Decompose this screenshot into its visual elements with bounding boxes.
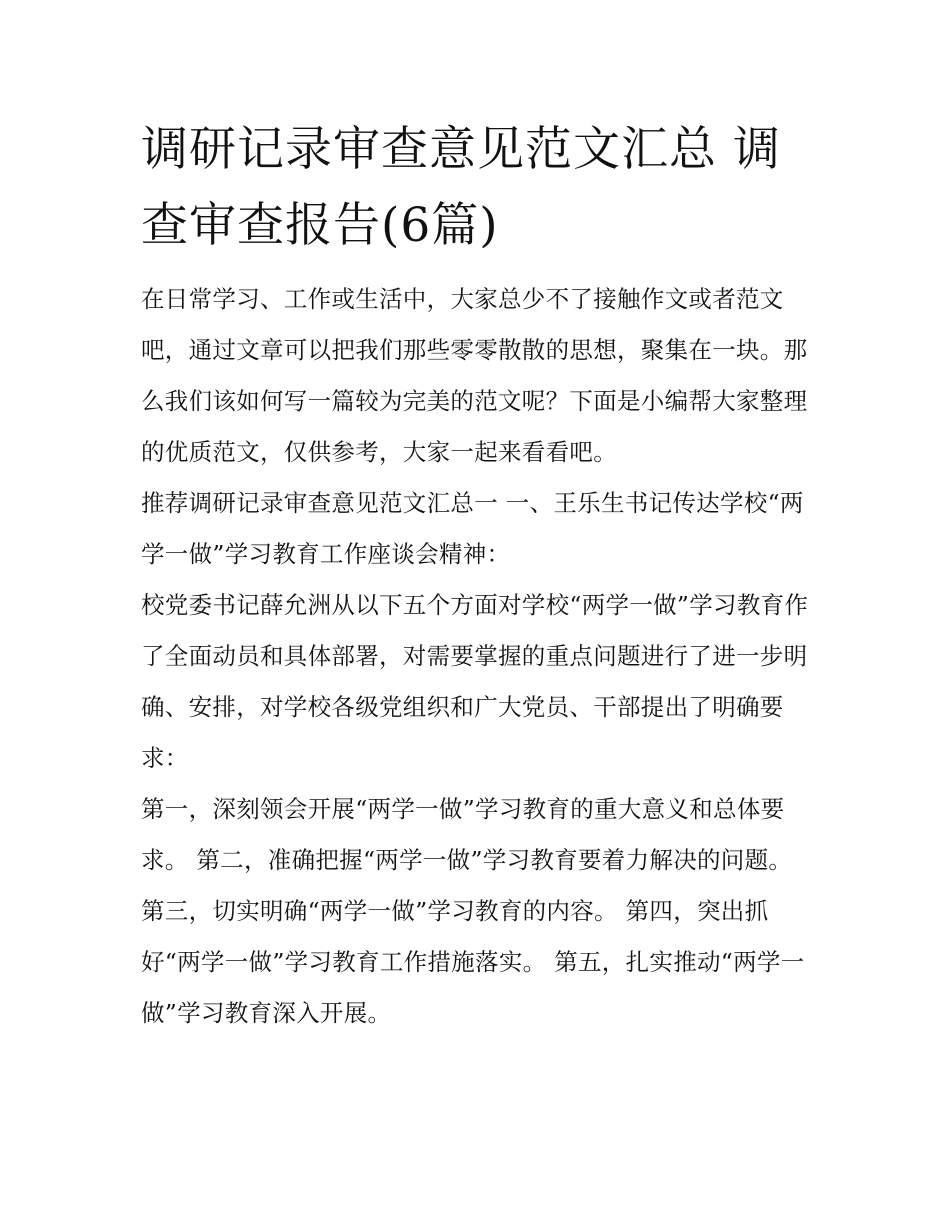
document-title: 调研记录审查意见范文汇总 调查审查报告(6篇)	[141, 122, 781, 253]
paragraph-points-one-two: 第一，深刻领会开展“两学一做”学习教育的重大意义和总体要求。 第二，准确把握“两学一做”学习教育要着力解决的问题。	[141, 795, 793, 874]
paragraph-recommend-heading: 推荐调研记录审查意见范文汇总一 一、王乐生书记传达学校“两学一做”学习教育工作座谈会精神：	[141, 489, 804, 568]
paragraph-secretary-deployment: 校党委书记薛允洲从以下五个方面对学校“两学一做”学习教育作了全面动员和具体部署，对需要掌握的重点问题进行了进一步明确、安排，对学校各级党组织和广大党员、干部提出了明确要求：	[141, 591, 809, 772]
paragraph-intro: 在日常学习、工作或生活中，大家总少不了接触作文或者范文吧，通过文章可以把我们那些零零散散的思想，聚集在一块。那么我们该如何写一篇较为完美的范文呢？下面是小编帮大家整理的优质范文，仅供参考，大家一起来看看吧。	[141, 285, 808, 466]
document-body	[141, 112, 821, 1039]
paragraph-points-three-to-five: 第三，切实明确“两学一做”学习教育的内容。 第四，突出抓好“两学一做”学习教育工作措施落实。 第五，扎实推动“两学一做”学习教育深入开展。	[141, 897, 805, 1027]
